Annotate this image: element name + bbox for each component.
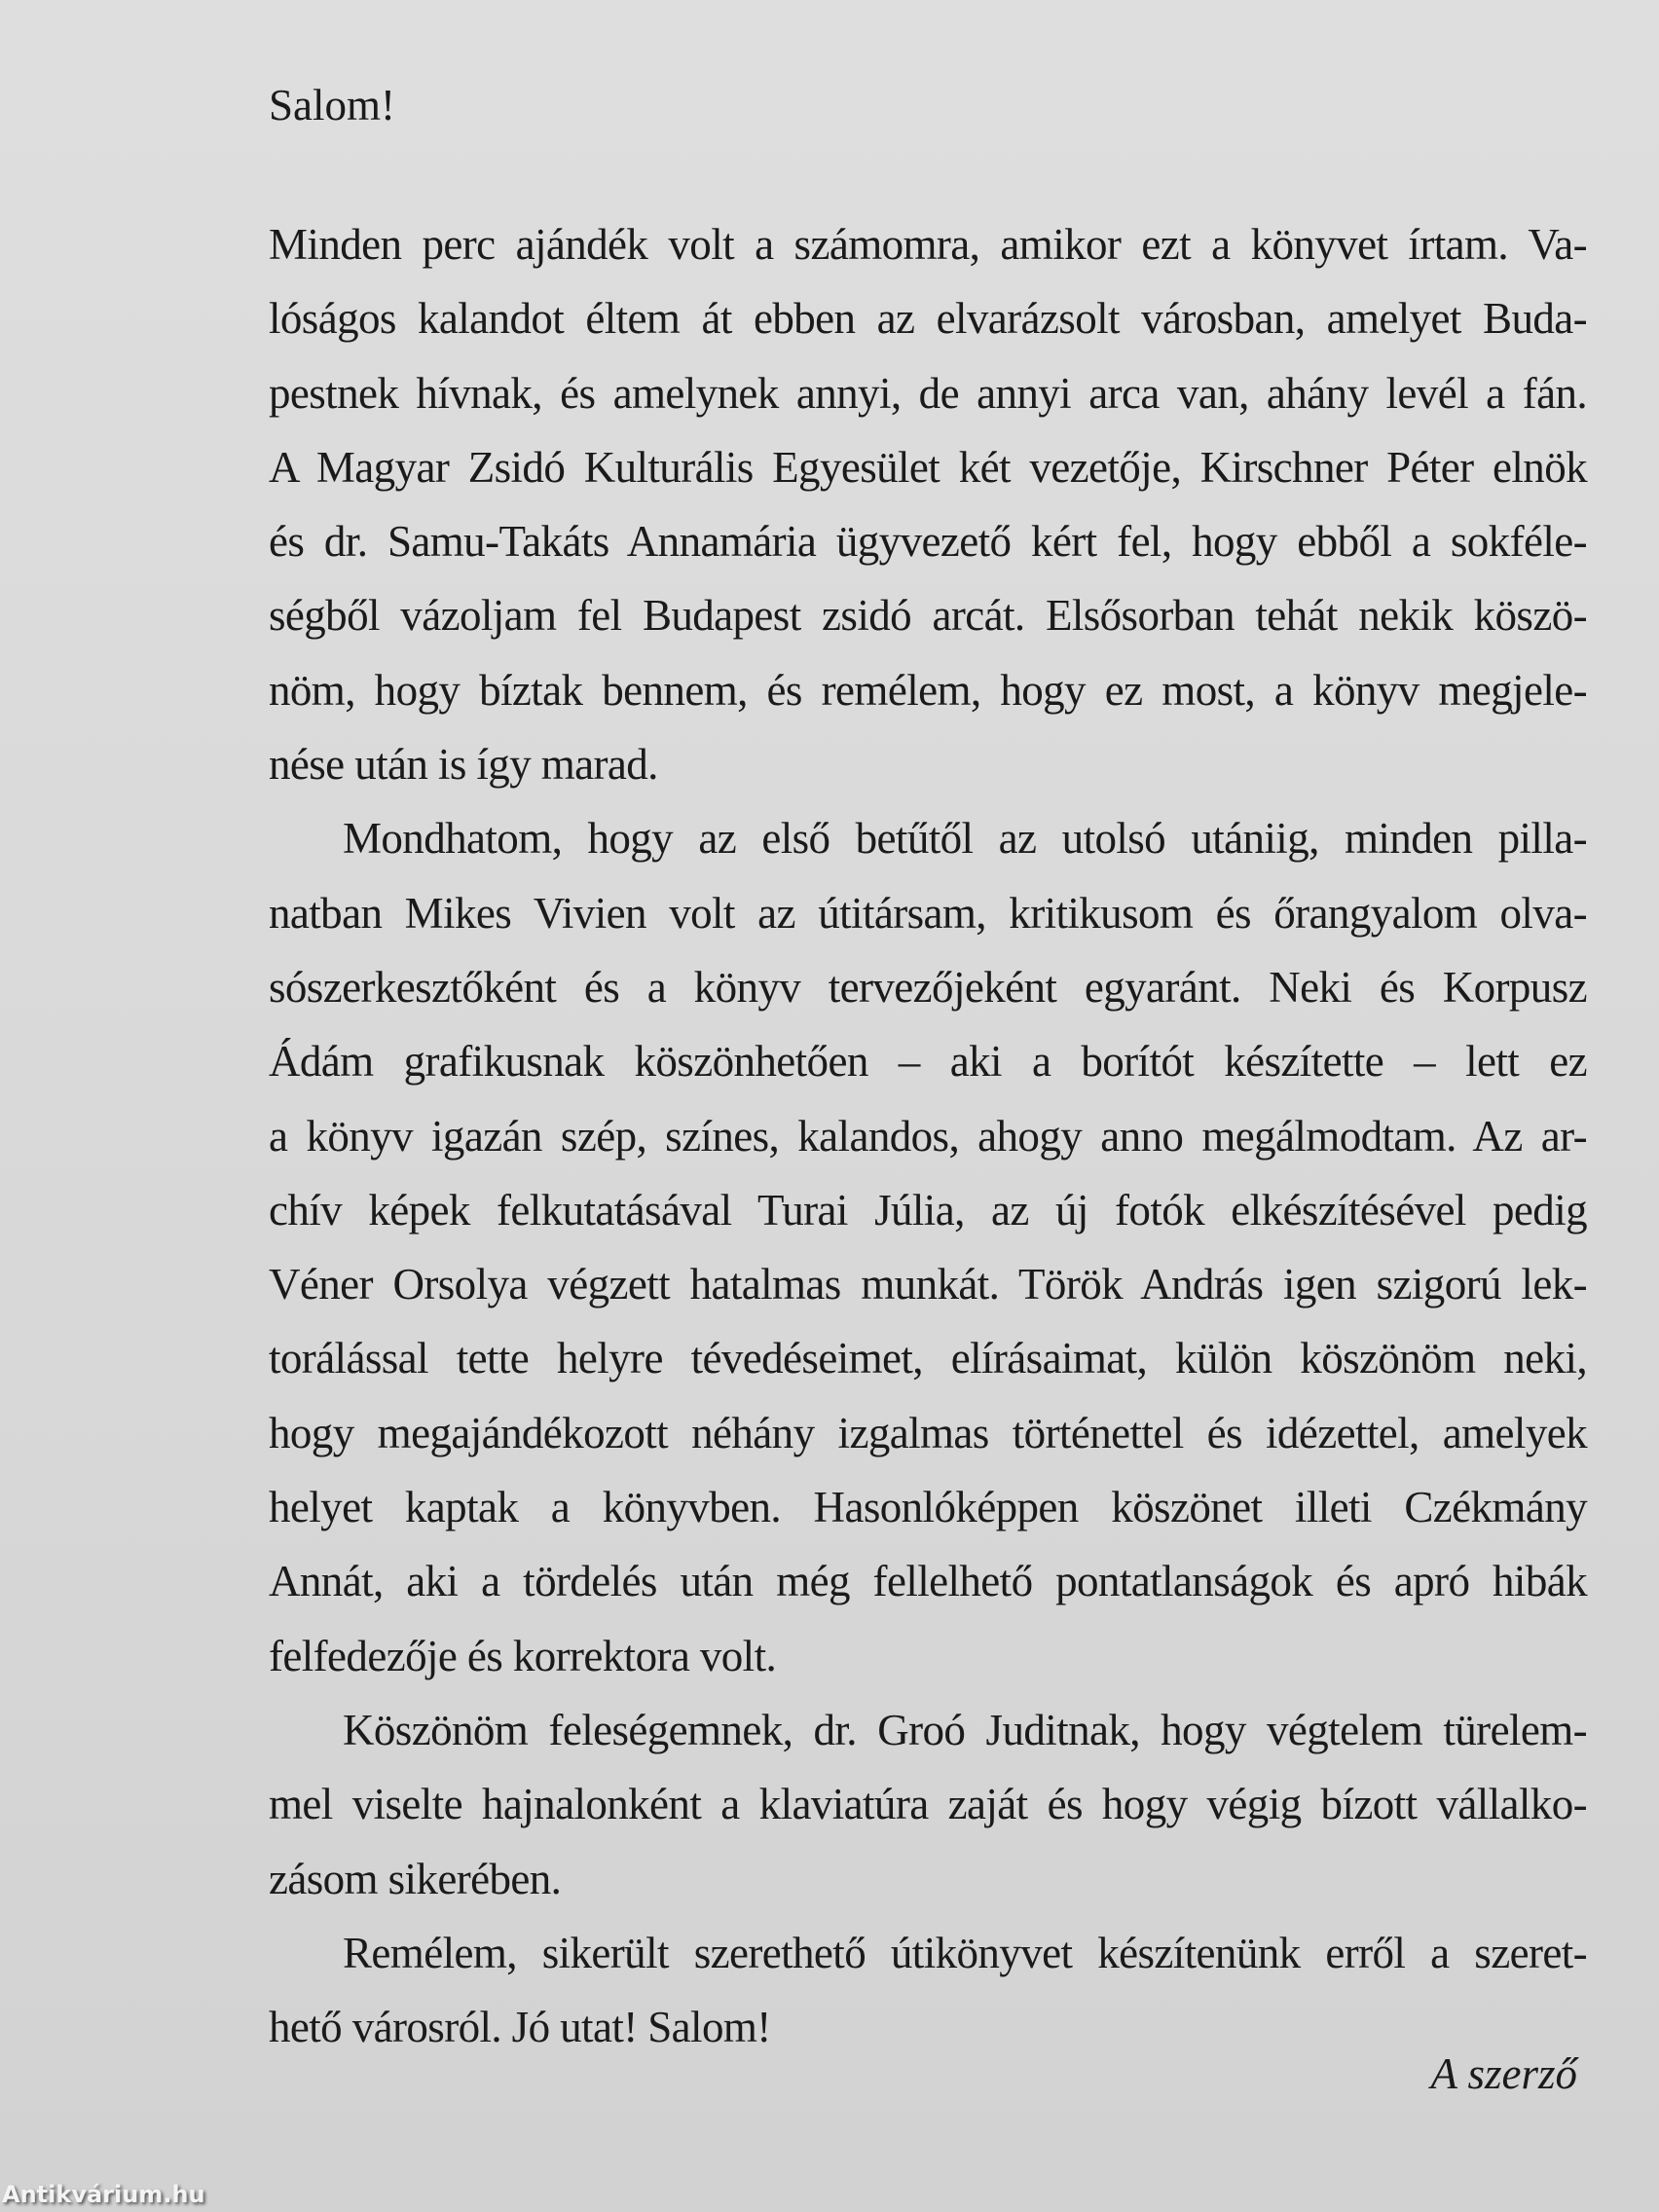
text-line: Minden perc ajándék volt a számomra, amikor ezt a könyvet írtam. Va- bbox=[269, 220, 1587, 269]
signature: A szerző bbox=[1430, 2049, 1577, 2098]
text-line: mel viselte hajnalonként a klaviatúra zaját és hogy végig bízott vállalko- bbox=[269, 1780, 1587, 1829]
greeting: Salom! bbox=[269, 81, 395, 129]
text-line: lóságos kalandot éltem át ebben az elvarázsolt városban, amelyet Buda- bbox=[269, 294, 1587, 344]
text-line: hogy megajándékozott néhány izgalmas történettel és idézettel, amelyek bbox=[269, 1408, 1587, 1457]
text-line: helyet kaptak a könyvben. Hasonlóképpen köszönet illeti Czékmány bbox=[269, 1483, 1587, 1532]
text-line: Annát, aki a tördelés után még fellelhető pontatlanságok és apró hibák bbox=[269, 1557, 1587, 1606]
text-line: torálással tette helyre tévedéseimet, elírásaimat, külön köszönöm neki, bbox=[269, 1334, 1587, 1383]
text-line: ségből vázoljam fel Budapest zsidó arcát. Elsősorban tehát nekik köszö- bbox=[269, 591, 1587, 641]
text-line: zásom sikerében. bbox=[269, 1854, 562, 1903]
text-line: Remélem, sikerült szerethető útikönyvet készítenünk erről a szeret- bbox=[343, 1928, 1587, 1977]
text-line: natban Mikes Vivien volt az útitársam, kritikusom és őrangyalom olva- bbox=[269, 888, 1587, 938]
text-line: Ádám grafikusnak köszönhetően – aki a borítót készítette – lett ez bbox=[269, 1037, 1587, 1087]
text-line: hető városról. Jó utat! Salom! bbox=[269, 2003, 771, 2052]
text-line: a könyv igazán szép, színes, kalandos, ahogy anno megálmodtam. Az ar- bbox=[269, 1111, 1587, 1161]
text-line: felfedezője és korrektora volt. bbox=[269, 1631, 777, 1680]
text-line: Mondhatom, hogy az első betűtől az utolsó utániig, minden pilla- bbox=[343, 814, 1587, 864]
text-line: Véner Orsolya végzett hatalmas munkát. Török András igen szigorú lek- bbox=[269, 1260, 1587, 1309]
watermark-logo: Antikvárium.hu bbox=[2, 2181, 205, 2208]
text-line: sószerkesztőként és a könyv tervezőjeként egyaránt. Neki és Korpusz bbox=[269, 962, 1587, 1012]
text-line: chív képek felkutatásával Turai Júlia, az új fotók elkészítésével pedig bbox=[269, 1185, 1587, 1235]
text-line: pestnek hívnak, és amelynek annyi, de annyi arca van, ahány levél a fán. bbox=[269, 368, 1587, 418]
text-line: Köszönöm feleségemnek, dr. Groó Juditnak, hogy végtelem türelem- bbox=[343, 1705, 1587, 1754]
body-text bbox=[269, 207, 1587, 2064]
text-line: nöm, hogy bíztak bennem, és remélem, hogy ez most, a könyv megjele- bbox=[269, 665, 1587, 715]
text-line: és dr. Samu-Takáts Annamária ügyvezető kért fel, hogy ebből a sokféle- bbox=[269, 517, 1587, 567]
text-line: A Magyar Zsidó Kulturális Egyesület két vezetője, Kirschner Péter elnök bbox=[269, 442, 1587, 492]
text-line: nése után is így marad. bbox=[269, 740, 658, 790]
